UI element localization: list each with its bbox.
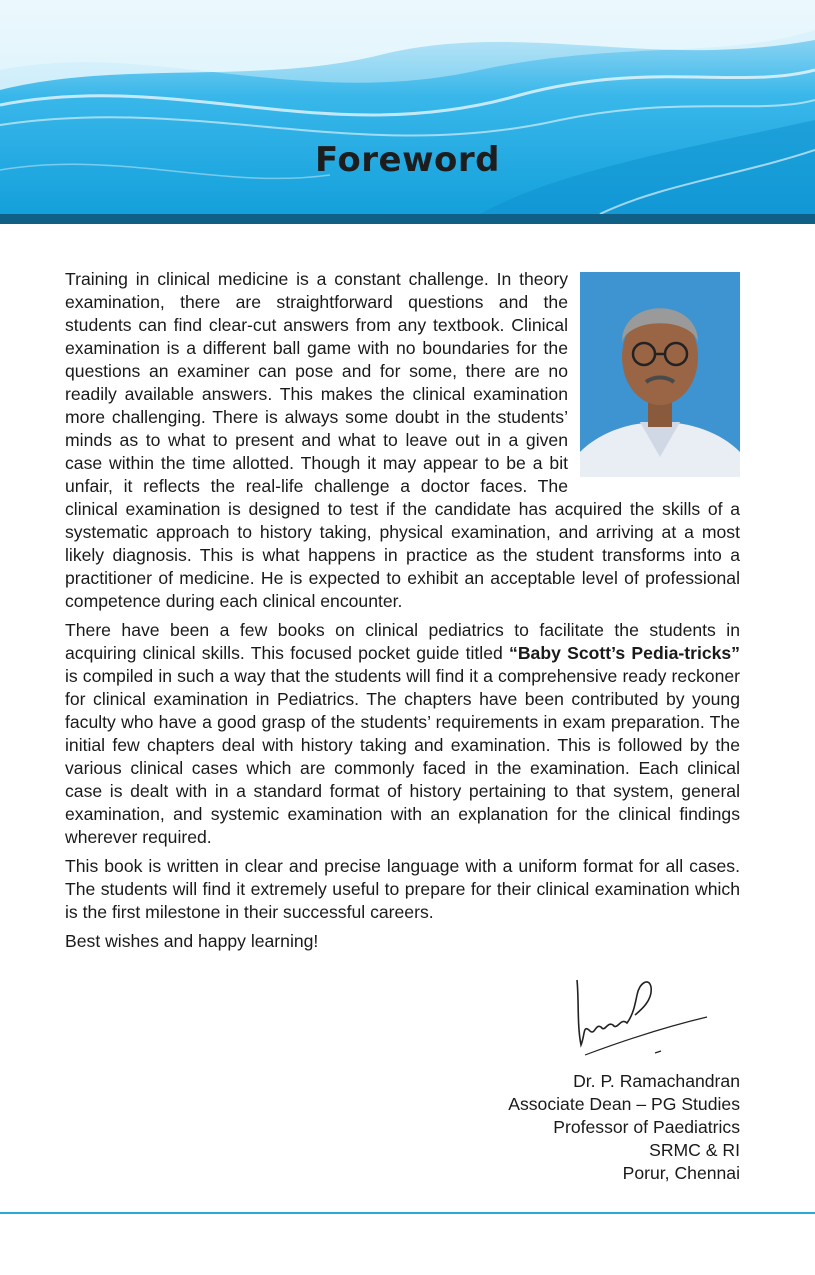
paragraph-2-before: There have been a few books on clinical pediatrics to facilitate the students in acquiring clinical skills. This focused pocket guide titled <box>65 620 740 663</box>
signature-text <box>450 1070 740 1185</box>
wave-background <box>0 0 815 214</box>
author-location: Porur, Chennai <box>622 1163 740 1183</box>
paragraph-2-after: is compiled in such a way that the students will find it a comprehensive ready reckoner for clinical examination in Pediatrics. The chapters have been contributed by young faculty who have a good grasp of the students’ requirements in exam preparation. The initial few chapters deal with history taking and examination. This is followed by the various clinical cases which are commonly faced in the examination. Each clinical case is dealt with in a standard format of history pertaining to that system, general examination, and systemic examination with an explanation for the clinical findings wherever required. <box>65 666 740 847</box>
author-title: Associate Dean – PG Studies <box>508 1094 740 1114</box>
author-name: Dr. P. Ramachandran <box>573 1071 740 1091</box>
handwritten-signature <box>565 965 715 1065</box>
book-title: “Baby Scott’s Pedia-tricks” <box>509 643 740 663</box>
footer-rule <box>0 1212 815 1214</box>
banner-divider-bar <box>0 214 815 224</box>
author-photo <box>580 272 740 477</box>
portrait-image <box>580 272 740 477</box>
paragraph-2 <box>65 619 740 849</box>
author-institution: SRMC & RI <box>649 1140 740 1160</box>
foreword-body <box>65 268 740 959</box>
header-banner <box>0 0 815 214</box>
closing-line: Best wishes and happy learning! <box>65 931 319 951</box>
author-role: Professor of Paediatrics <box>553 1117 740 1137</box>
paragraph-3: This book is written in clear and precise language with a uniform format for all cases. The students will find it extremely useful to prepare for their clinical examination which is the first milestone in their successful careers. <box>65 856 740 922</box>
page-title: Foreword <box>315 140 500 180</box>
paragraph-1: Training in clinical medicine is a constant challenge. In theory examination, there are straightforward questions and the students can find clear-cut answers from any textbook. Clinical examination is a different ball game with no boundaries for the questions an examiner can pose and for some, there are no readily available answers. This makes the clinical examination more challenging. There is always some doubt in the students’ minds as to what to present and what to leave out in a given case within the time allotted. Though it may appear to be a bit unfair, it reflects the real-life challenge a doctor faces. The clinical examination is designed to test if the candidate has acquired the skills of a systematic approach to history taking, physical examination, and arriving at a most likely diagnosis. This is what happens in practice as the student transforms into a practitioner of medicine. He is expected to exhibit an acceptable level of professional competence during each clinical encounter. <box>65 269 740 611</box>
